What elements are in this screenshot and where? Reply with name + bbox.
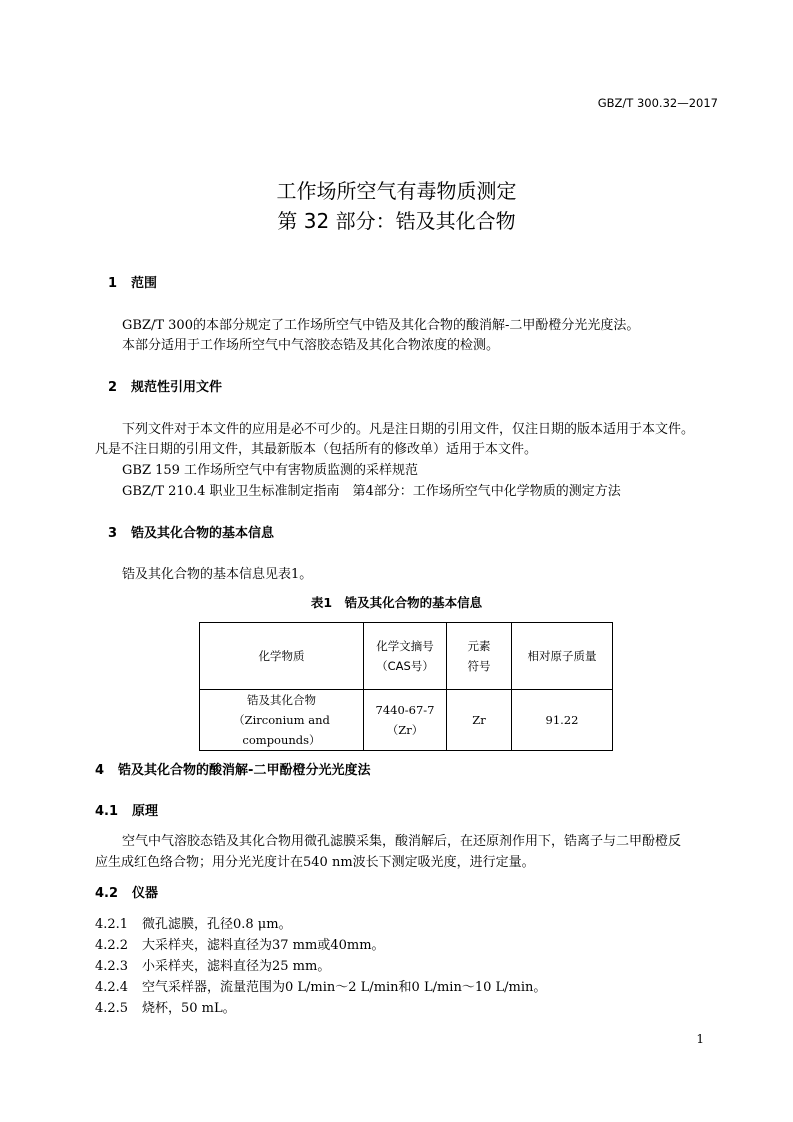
paragraph: 空气中气溶胶态锆及其化合物用微孔滤膜采集，酸消解后，在还原剂作用下，锆离子与二甲酚橙反 [122, 834, 682, 849]
header-line: （CAS号） [376, 659, 434, 673]
section-title: 规范性引用文件 [131, 380, 223, 395]
column-header [447, 623, 512, 690]
item-text: 烧杯，50 mL。 [142, 1001, 236, 1016]
section-number: 3 [108, 526, 118, 541]
section-3-heading [108, 522, 274, 541]
section-2-heading [108, 376, 222, 395]
column-header: 相对原子质量 [512, 623, 613, 690]
list-item [95, 997, 236, 1016]
list-item [95, 913, 292, 932]
subsection-title: 仪器 [132, 886, 159, 901]
section-title: 锆及其化合物的基本信息 [131, 526, 275, 541]
table-cell [364, 690, 447, 751]
table-header-row [200, 623, 613, 690]
paragraph: 本部分适用于工作场所空气中气溶胶态锆及其化合物浓度的检测。 [122, 338, 500, 353]
table-cell: 91.22 [512, 690, 613, 751]
item-text: 大采样夹，滤料直径为37 mm或40mm。 [142, 938, 385, 953]
item-number: 4.2.1 [95, 917, 129, 932]
subsection-number: 4.1 [95, 804, 119, 819]
item-number: 4.2.2 [95, 938, 129, 953]
section-number: 4 [95, 763, 105, 778]
normative-reference: GBZ/T 210.4 职业卫生标准制定指南 第4部分：工作场所空气中化学物质的测定方法 [122, 484, 621, 499]
section-number: 2 [108, 380, 118, 395]
subsection-4-1-heading [95, 800, 158, 819]
table-cell [200, 690, 364, 751]
table-cell: Zr [447, 690, 512, 751]
section-number: 1 [108, 276, 118, 291]
document-title-line1: 工作场所空气有毒物质测定 [276, 179, 517, 203]
section-title: 锆及其化合物的酸消解-二甲酚橙分光光度法 [118, 763, 371, 778]
section-4-heading [95, 759, 370, 778]
subsection-number: 4.2 [95, 886, 119, 901]
column-header [364, 623, 447, 690]
list-item [95, 976, 546, 995]
list-item [95, 934, 385, 953]
cell-line: （Zr） [386, 723, 424, 737]
list-item [95, 955, 330, 974]
item-number: 4.2.5 [95, 1001, 129, 1016]
page-number: 1 [696, 1032, 704, 1046]
table-caption: 表1 锆及其化合物的基本信息 [310, 595, 483, 610]
subsection-4-2-heading [95, 882, 158, 901]
header-line: 符号 [467, 659, 491, 673]
column-header: 化学物质 [200, 623, 364, 690]
cell-line: （Zirconium and compounds） [233, 713, 330, 747]
basic-info-table [199, 622, 613, 751]
paragraph: 锆及其化合物的基本信息见表1。 [122, 567, 313, 582]
document-title-line2: 第 32 部分：锆及其化合物 [277, 209, 516, 233]
paragraph: GBZ/T 300的本部分规定了工作场所空气中锆及其化合物的酸消解-二甲酚橙分光光度法。 [122, 318, 640, 333]
item-text: 小采样夹，滤料直径为25 mm。 [142, 959, 331, 974]
item-number: 4.2.3 [95, 959, 129, 974]
table-row [200, 690, 613, 751]
paragraph: 凡是不注日期的引用文件，其最新版本（包括所有的修改单）适用于本文件。 [95, 442, 538, 457]
section-1-heading [108, 272, 157, 291]
normative-reference: GBZ 159 工作场所空气中有害物质监测的采样规范 [122, 463, 419, 478]
paragraph: 下列文件对于本文件的应用是必不可少的。凡是注日期的引用文件，仅注日期的版本适用于本文件。 [122, 422, 695, 437]
subsection-title: 原理 [132, 804, 159, 819]
standard-code: GBZ/T 300.32—2017 [597, 96, 718, 110]
item-text: 空气采样器，流量范围为0 L/min～2 L/min和0 L/min～10 L/min。 [142, 980, 547, 995]
paragraph: 应生成红色络合物；用分光光度计在540 nm波长下测定吸光度，进行定量。 [95, 855, 535, 870]
header-line: 元素 [467, 639, 491, 653]
cell-line: 锆及其化合物 [247, 693, 316, 707]
cell-line: 7440-67-7 [375, 703, 435, 717]
section-title: 范围 [131, 276, 158, 291]
header-line: 化学文摘号 [376, 639, 434, 653]
item-number: 4.2.4 [95, 980, 129, 995]
item-text: 微孔滤膜，孔径0.8 μm。 [142, 917, 292, 932]
